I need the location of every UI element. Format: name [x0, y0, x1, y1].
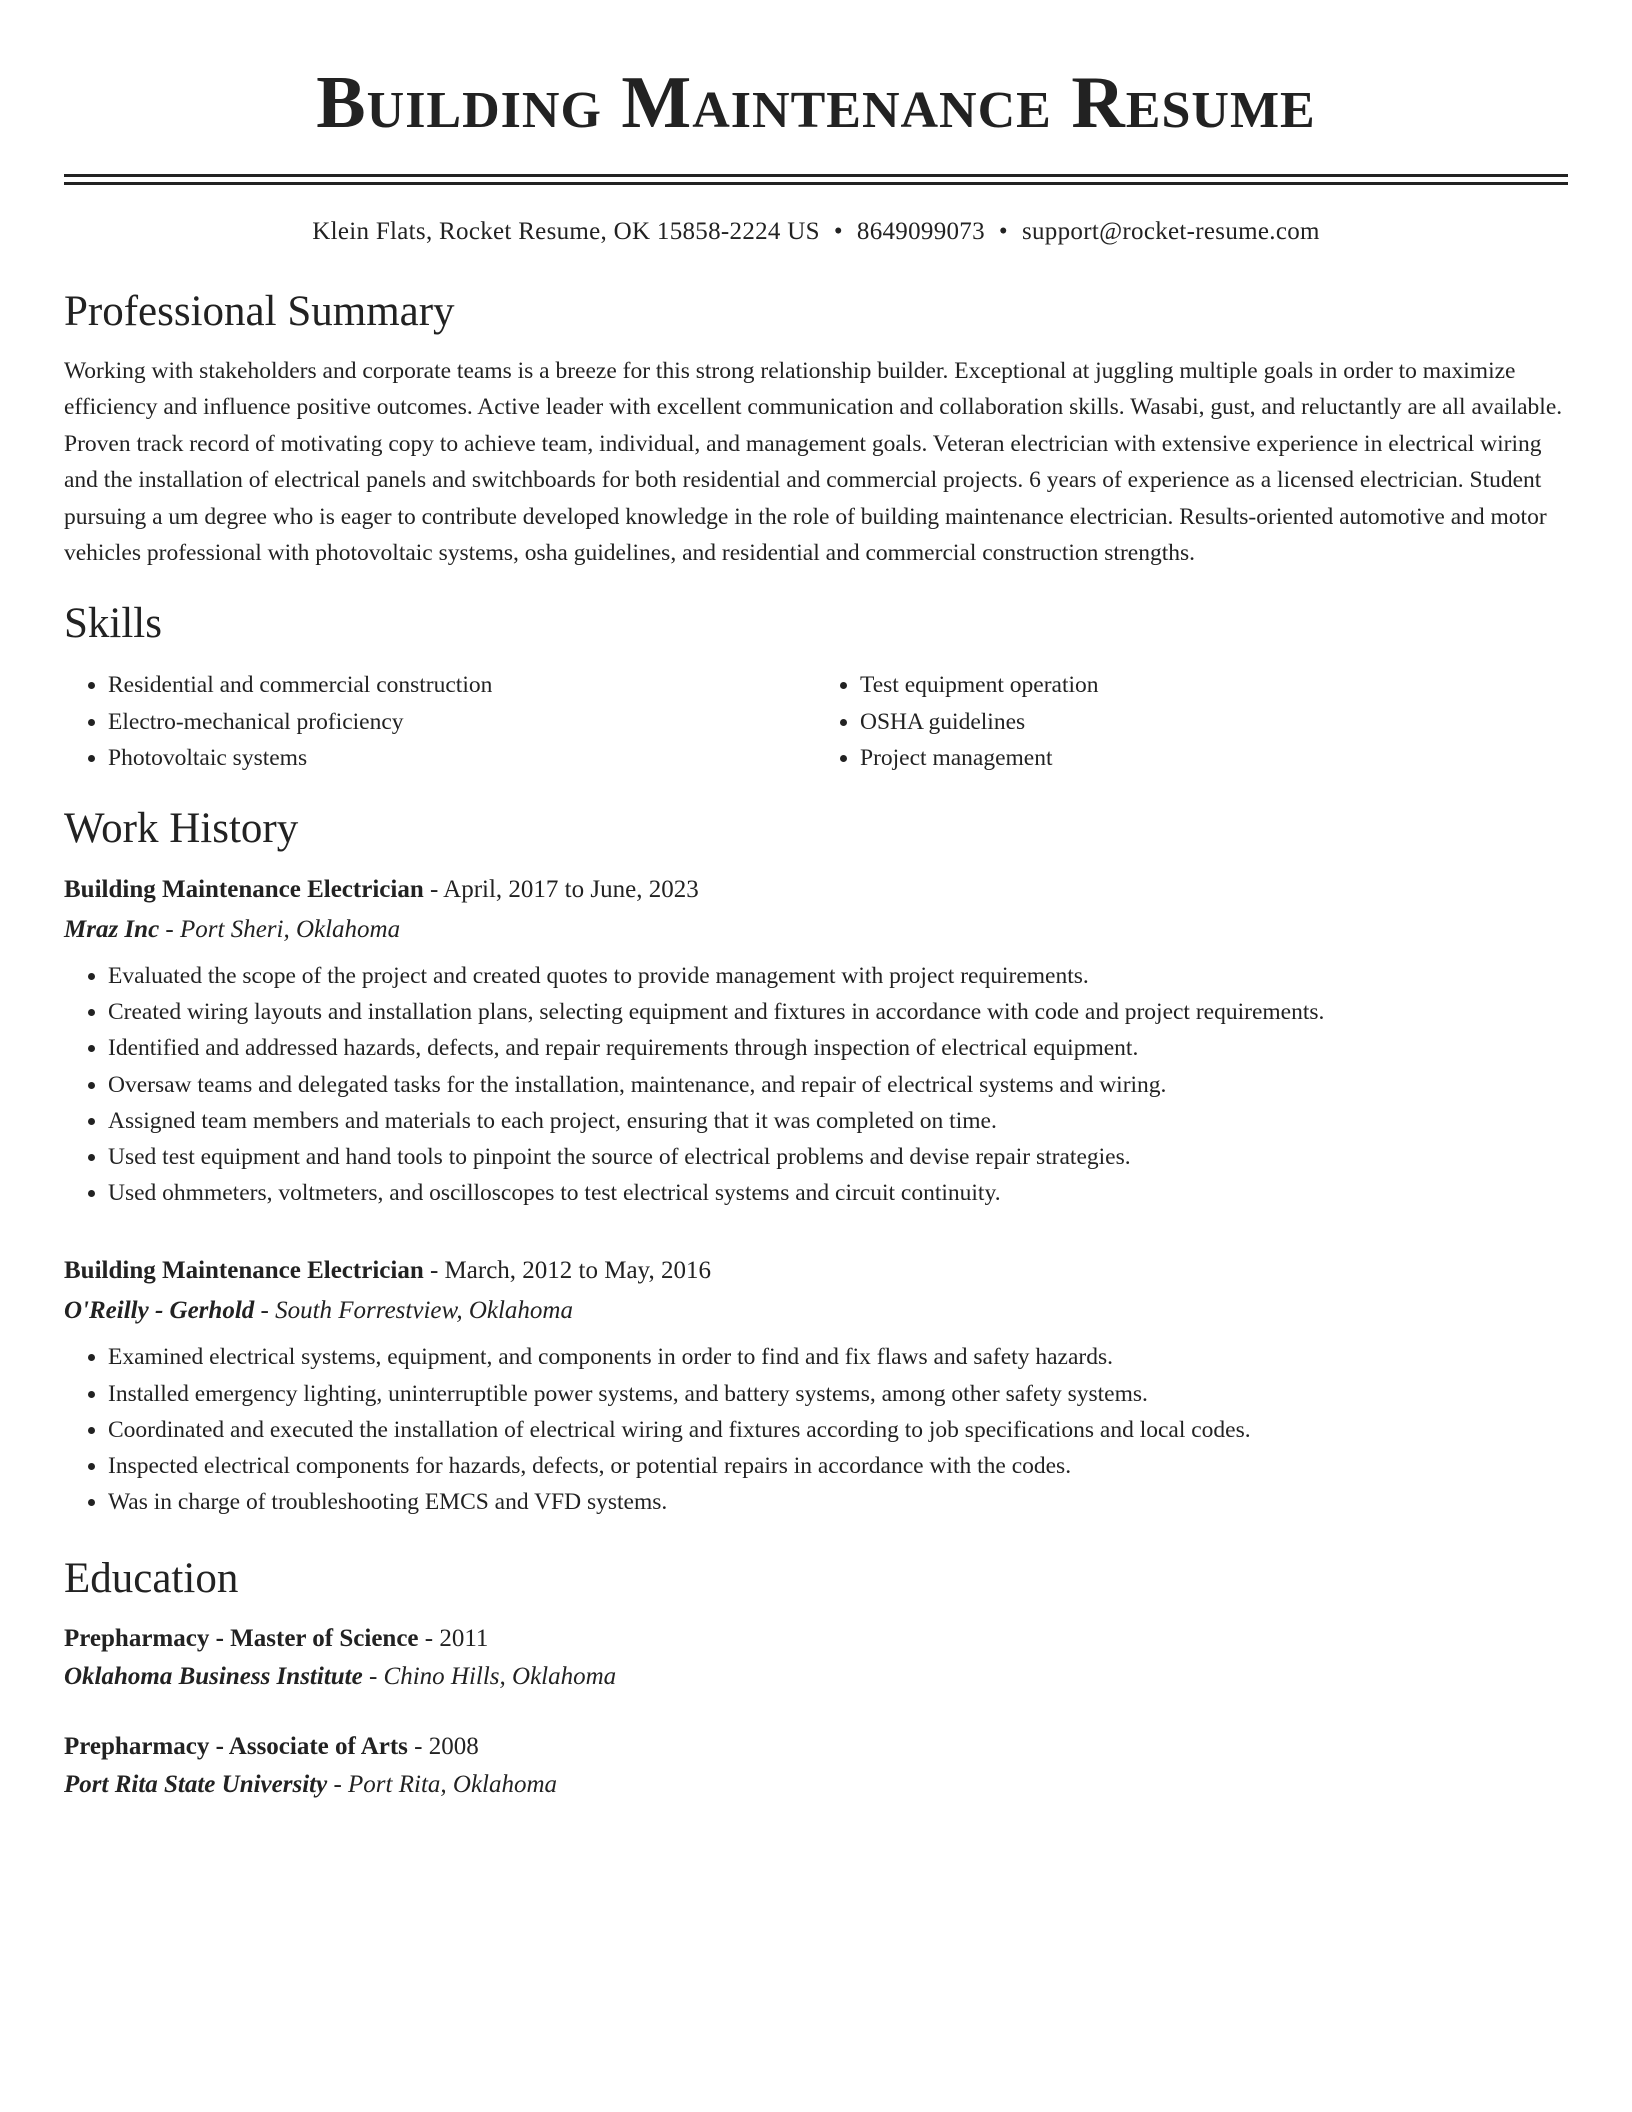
- job-location: - South Forrestview, Oklahoma: [254, 1297, 573, 1325]
- education-degree: Prepharmacy - Associate of Arts: [64, 1733, 408, 1761]
- job-bullets: [64, 1339, 1568, 1520]
- skills-section: [64, 597, 1568, 776]
- skill-item: • Electro-mechanical proficiency: [108, 704, 816, 740]
- summary-text: Working with stakeholders and corporate teams is a breeze for this strong relationship builder. Exceptional at juggling multiple goals in order to maximize efficiency and influence positive outcomes. Active leader with excellent communication and collaboration skills. Wasabi, gust, and reluctantly are all available. Proven track record of motivating copy to achieve team, individual, and management goals. Veteran electrician with extensive experience in electrical wiring and the installation of electrical panels and switchboards for both residential and commercial projects. 6 years of experience as a licensed electrician. Student pursuing a um degree who is eager to contribute developed knowledge in the role of building maintenance electrician. Results-oriented automotive and motor vehicles professional with photovoltaic systems, osha guidelines, and residential and commercial construction strengths.: [64, 358, 1563, 567]
- education-section: [64, 1552, 1568, 1804]
- job-bullet: • Assigned team members and materials to each project, ensuring that it was completed on time.: [108, 1103, 1568, 1139]
- education-school: Port Rita State University: [64, 1771, 328, 1799]
- education-degree-line: [64, 1728, 1568, 1766]
- job-bullet: • Inspected electrical components for hazards, defects, or potential repairs in accordance with the codes.: [108, 1448, 1568, 1484]
- education-school-line: [64, 1766, 1568, 1804]
- job-bullet: • Created wiring layouts and installation plans, selecting equipment and fixtures in accordance with code and project requirements.: [108, 994, 1568, 1030]
- education-degree: Prepharmacy - Master of Science: [64, 1625, 419, 1653]
- job-header: [64, 1251, 1568, 1291]
- job-bullet: • Oversaw teams and delegated tasks for the installation, maintenance, and repair of electrical systems and wiring.: [108, 1067, 1568, 1103]
- job-bullet: • Used test equipment and hand tools to pinpoint the source of electrical problems and devise repair strategies.: [108, 1139, 1568, 1175]
- job-entry: [64, 870, 1568, 1211]
- skill-item: • Test equipment operation: [860, 667, 1568, 703]
- section-heading-education: Education: [64, 1555, 239, 1603]
- skill-item: • Project management: [860, 740, 1568, 776]
- skill-item: • Photovoltaic systems: [108, 740, 816, 776]
- job-bullet: • Used ohmmeters, voltmeters, and oscilloscopes to test electrical systems and circuit continuity.: [108, 1175, 1568, 1211]
- job-title: Building Maintenance Electrician: [64, 1257, 424, 1285]
- education-school-line: [64, 1658, 1568, 1696]
- job-entry: [64, 1251, 1568, 1520]
- skills-list-right: [816, 667, 1568, 776]
- job-company: Mraz Inc: [64, 916, 160, 944]
- education-entry: [64, 1728, 1568, 1804]
- job-bullet: • Evaluated the scope of the project and created quotes to provide management with project requirements.: [108, 958, 1568, 994]
- education-school: Oklahoma Business Institute: [64, 1663, 363, 1691]
- education-location: - Chino Hills, Oklahoma: [362, 1663, 617, 1691]
- contact-separator: •: [998, 218, 1008, 245]
- education-entry: [64, 1620, 1568, 1696]
- job-bullet: • Coordinated and executed the installation of electrical wiring and fixtures according to job specifications and local codes.: [108, 1412, 1568, 1448]
- contact-address: Klein Flats, Rocket Resume, OK 15858-2224 US: [312, 218, 820, 245]
- resume-title: Building Maintenance Resume: [316, 62, 1316, 144]
- job-bullet: • Examined electrical systems, equipment, and components in order to find and fix flaws and safety hazards.: [108, 1339, 1568, 1375]
- job-company-line: [64, 1291, 1568, 1331]
- contact-phone: 8649099073: [856, 218, 985, 245]
- job-company-line: [64, 910, 1568, 950]
- section-heading-work: Work History: [64, 805, 299, 853]
- title-divider-bottom: [64, 182, 1568, 185]
- contact-line: [64, 215, 1568, 249]
- skill-item: • OSHA guidelines: [860, 704, 1568, 740]
- professional-summary-section: [64, 285, 1568, 571]
- education-degree-line: [64, 1620, 1568, 1658]
- section-heading-summary: Professional Summary: [64, 288, 455, 335]
- skills-list-left: [64, 667, 816, 776]
- job-dates: - March, 2012 to May, 2016: [423, 1257, 711, 1285]
- job-bullet: • Identified and addressed hazards, defects, and repair requirements through inspection of electrical equipment.: [108, 1030, 1568, 1066]
- education-location: - Port Rita, Oklahoma: [327, 1771, 558, 1799]
- contact-email: support@rocket-resume.com: [1021, 218, 1320, 245]
- contact-separator: •: [833, 218, 843, 245]
- skill-item: • Residential and commercial construction: [108, 667, 816, 703]
- section-heading-skills: Skills: [64, 600, 162, 648]
- job-dates: - April, 2017 to June, 2023: [423, 876, 699, 904]
- job-bullets: [64, 958, 1568, 1211]
- title-divider-top: [64, 174, 1568, 177]
- work-history-section: [64, 802, 1568, 1520]
- education-year: - 2011: [418, 1625, 489, 1653]
- job-location: - Port Sheri, Oklahoma: [159, 916, 401, 944]
- job-bullet: • Was in charge of troubleshooting EMCS and VFD systems.: [108, 1484, 1568, 1520]
- job-company: O'Reilly - Gerhold: [64, 1297, 255, 1325]
- job-title: Building Maintenance Electrician: [64, 876, 424, 904]
- education-year: - 2008: [407, 1733, 479, 1761]
- job-header: [64, 870, 1568, 910]
- job-bullet: • Installed emergency lighting, uninterruptible power systems, and battery systems, among other safety systems.: [108, 1376, 1568, 1412]
- skills-grid: [64, 667, 1568, 776]
